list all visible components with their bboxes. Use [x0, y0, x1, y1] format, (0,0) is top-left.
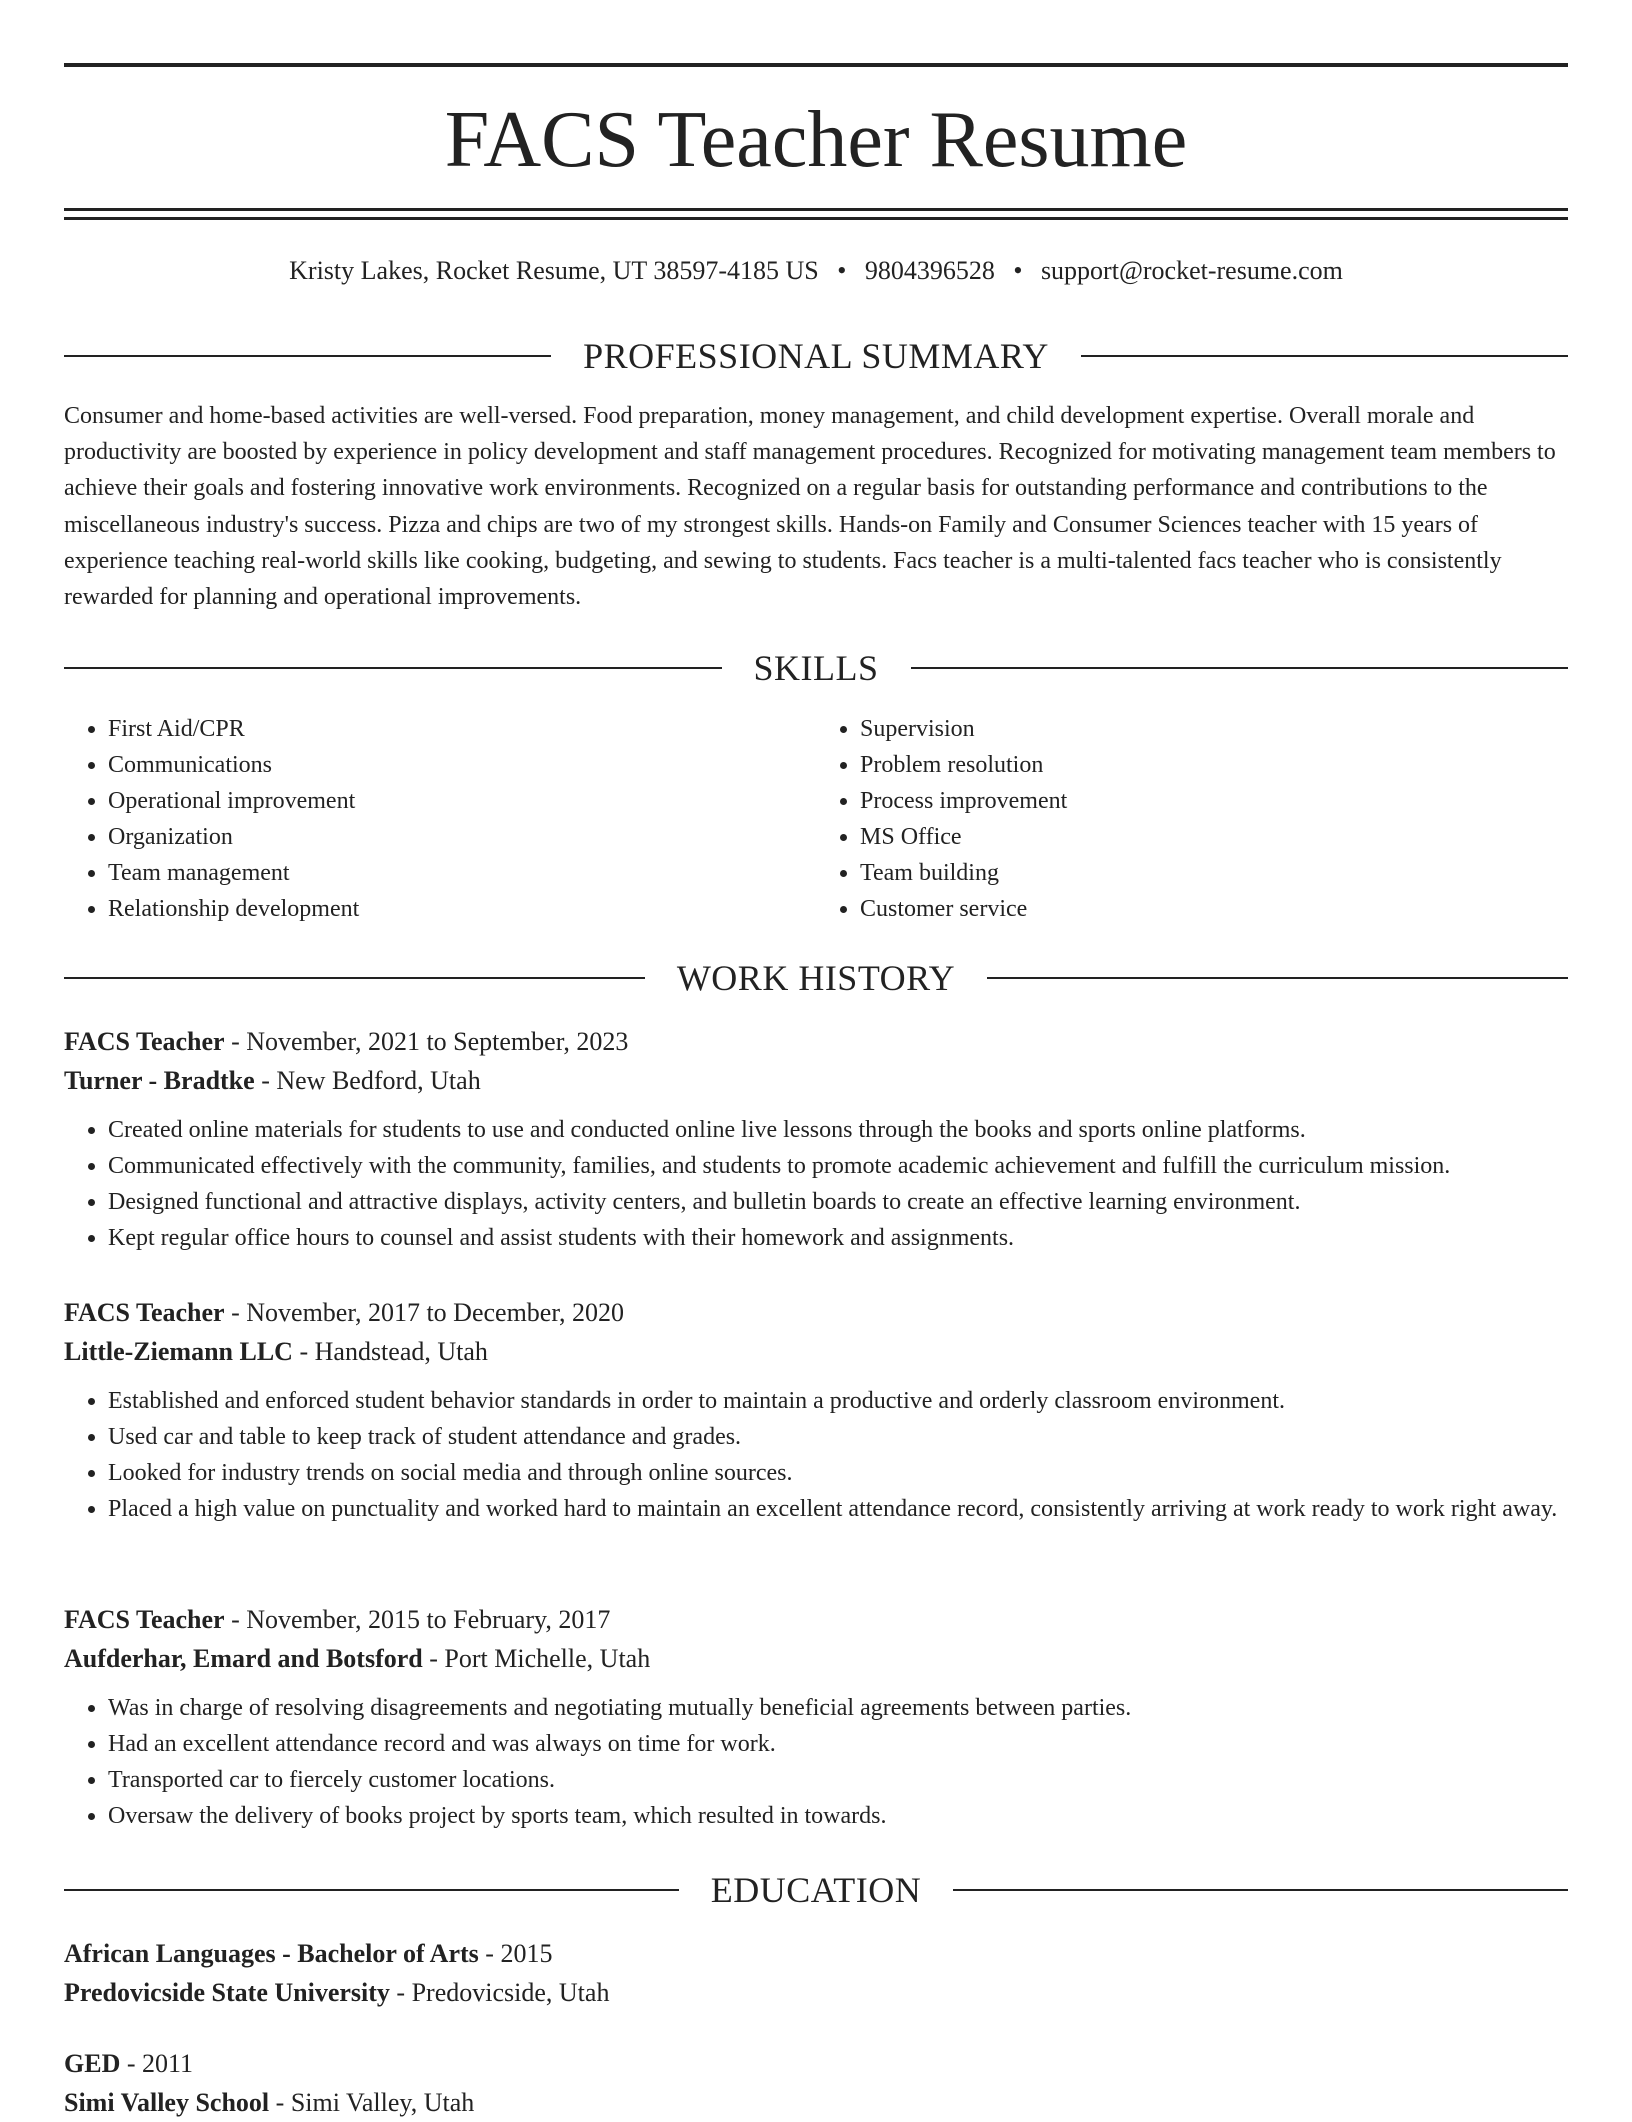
- education-heading-label: EDUCATION: [710, 1870, 922, 1910]
- skills-heading: [64, 646, 1568, 690]
- job-bullet: • Kept regular office hours to counsel and assist students with their homework and assignments.: [108, 1220, 1568, 1256]
- job-location: Port Michelle, Utah: [444, 1644, 651, 1673]
- education-school: Simi Valley School: [64, 2088, 270, 2117]
- job-dates: November, 2021 to September, 2023: [246, 1027, 629, 1056]
- skill-item: • First Aid/CPR: [108, 711, 816, 747]
- job-bullet: • Designed functional and attractive displays, activity centers, and bulletin boards to create an effective learning environment.: [108, 1184, 1568, 1220]
- skill-item: • MS Office: [860, 819, 1568, 855]
- education-heading: [64, 1868, 1568, 1912]
- dash: -: [126, 2049, 136, 2078]
- heading-rule-right: [911, 667, 1569, 669]
- job-bullet: • Used car and table to keep track of student attendance and grades.: [108, 1419, 1568, 1455]
- job-entry: [64, 1600, 1568, 1834]
- dash: -: [275, 2088, 285, 2117]
- education-location: Predovicside, Utah: [411, 1978, 610, 2007]
- summary-heading: [64, 334, 1568, 378]
- education-year: 2015: [500, 1939, 553, 1968]
- job-bullet: • Communicated effectively with the community, families, and students to promote academic achievement and fulfill the curriculum mission.: [108, 1148, 1568, 1184]
- education-degree-line: [64, 1934, 1568, 1973]
- job-company: Turner - Bradtke: [64, 1066, 255, 1095]
- skill-item: • Process improvement: [860, 783, 1568, 819]
- dash: -: [396, 1978, 406, 2007]
- resume-title: FACS Teacher Resume: [444, 96, 1188, 184]
- title-double-rule: [64, 208, 1568, 220]
- contact-phone: 9804396528: [864, 256, 995, 285]
- job-location: New Bedford, Utah: [276, 1066, 481, 1095]
- job-company-line: [64, 1332, 1568, 1371]
- job-title-line: [64, 1600, 1568, 1639]
- job-bullet: • Established and enforced student behavior standards in order to maintain a productive and orderly classroom environment.: [108, 1383, 1568, 1419]
- skill-item: • Team building: [860, 855, 1568, 891]
- dash: -: [429, 1644, 438, 1673]
- skills-list: [64, 711, 1568, 927]
- dash: -: [261, 1066, 270, 1095]
- heading-rule-right: [987, 977, 1568, 979]
- job-bullet: • Was in charge of resolving disagreements and negotiating mutually beneficial agreements between parties.: [108, 1690, 1568, 1726]
- education-year: 2011: [142, 2049, 194, 2078]
- education-school-line: [64, 1973, 1568, 2012]
- skill-item: • Relationship development: [108, 891, 816, 927]
- education-school: Predovicside State University: [64, 1978, 390, 2007]
- job-bullet: • Created online materials for students to use and conducted online live lessons through the books and sports online platforms.: [108, 1112, 1568, 1148]
- skill-item: • Problem resolution: [860, 747, 1568, 783]
- job-bullet: • Had an excellent attendance record and was always on time for work.: [108, 1726, 1568, 1762]
- education-degree: GED: [64, 2049, 121, 2078]
- education-school-line: [64, 2083, 1568, 2122]
- job-bullet: • Transported car to fiercely customer locations.: [108, 1762, 1568, 1798]
- job-title-line: [64, 1022, 1568, 1061]
- heading-rule-left: [64, 1889, 679, 1891]
- contact-info: [64, 253, 1568, 289]
- dash: -: [231, 1027, 240, 1056]
- education-degree-line: [64, 2044, 1568, 2083]
- job-bullets: [64, 1690, 1568, 1834]
- education-entry: [64, 1934, 1568, 2012]
- summary-heading-label: PROFESSIONAL SUMMARY: [583, 336, 1049, 376]
- job-company-line: [64, 1061, 1568, 1100]
- contact-email: support@rocket-resume.com: [1040, 256, 1343, 285]
- dash: -: [299, 1337, 309, 1366]
- skills-heading-label: SKILLS: [753, 648, 879, 688]
- heading-rule-right: [953, 1889, 1568, 1891]
- heading-rule-left: [64, 667, 722, 669]
- work-heading-label: WORK HISTORY: [676, 958, 956, 998]
- skill-item: • Operational improvement: [108, 783, 816, 819]
- job-title: FACS Teacher: [64, 1027, 225, 1056]
- work-heading: [64, 956, 1568, 1000]
- dash: -: [485, 1939, 494, 1968]
- skill-item: • Team management: [108, 855, 816, 891]
- job-company-line: [64, 1639, 1568, 1678]
- job-company: Aufderhar, Emard and Botsford: [64, 1644, 423, 1673]
- skill-item: • Supervision: [860, 711, 1568, 747]
- skills-column-left: [64, 711, 816, 927]
- job-title: FACS Teacher: [64, 1605, 225, 1634]
- job-bullet: • Looked for industry trends on social media and through online sources.: [108, 1455, 1568, 1491]
- job-title: FACS Teacher: [64, 1298, 225, 1327]
- job-entry: [64, 1022, 1568, 1256]
- contact-separator: •: [837, 256, 847, 285]
- contact-address: Kristy Lakes, Rocket Resume, UT 38597-4185 US: [289, 256, 819, 285]
- education-entry: [64, 2044, 1568, 2122]
- job-entry: [64, 1293, 1568, 1527]
- job-bullet: • Oversaw the delivery of books project by sports team, which resulted in towards.: [108, 1798, 1568, 1834]
- heading-rule-left: [64, 977, 645, 979]
- heading-rule-right: [1081, 355, 1568, 357]
- job-company: Little-Ziemann LLC: [64, 1337, 293, 1366]
- job-dates: November, 2015 to February, 2017: [246, 1605, 611, 1634]
- skill-item: • Customer service: [860, 891, 1568, 927]
- heading-rule-left: [64, 355, 551, 357]
- education-degree: African Languages - Bachelor of Arts: [64, 1939, 479, 1968]
- contact-separator: •: [1013, 256, 1023, 285]
- job-dates: November, 2017 to December, 2020: [246, 1298, 624, 1327]
- top-rule: [64, 63, 1568, 67]
- job-title-line: [64, 1293, 1568, 1332]
- job-location: Handstead, Utah: [314, 1337, 488, 1366]
- skills-column-right: [816, 711, 1568, 927]
- summary-text: Consumer and home-based activities are well-versed. Food preparation, money management, and child development expertise. Overall morale and productivity are boosted by experience in policy development and staff management procedures. Recognized for motivating management team members to achieve their goals and fostering innovative work environments. Recognized on a regular basis for outstanding performance and contributions to the miscellaneous industry's success. Pizza and chips are two of my strongest skills. Hands-on Family and Consumer Sciences teacher with 15 years of experience teaching real-world skills like cooking, budgeting, and sewing to students. Facs teacher is a multi-talented facs teacher who is consistently rewarded for planning and operational improvements.: [64, 403, 1556, 611]
- skill-item: • Communications: [108, 747, 816, 783]
- job-bullets: [64, 1383, 1568, 1527]
- job-bullets: [64, 1112, 1568, 1256]
- job-bullet: • Placed a high value on punctuality and worked hard to maintain an excellent attendance record, consistently arriving at work ready to work right away.: [108, 1491, 1568, 1527]
- dash: -: [231, 1298, 240, 1327]
- dash: -: [231, 1605, 240, 1634]
- skill-item: • Organization: [108, 819, 816, 855]
- education-location: Simi Valley, Utah: [290, 2088, 475, 2117]
